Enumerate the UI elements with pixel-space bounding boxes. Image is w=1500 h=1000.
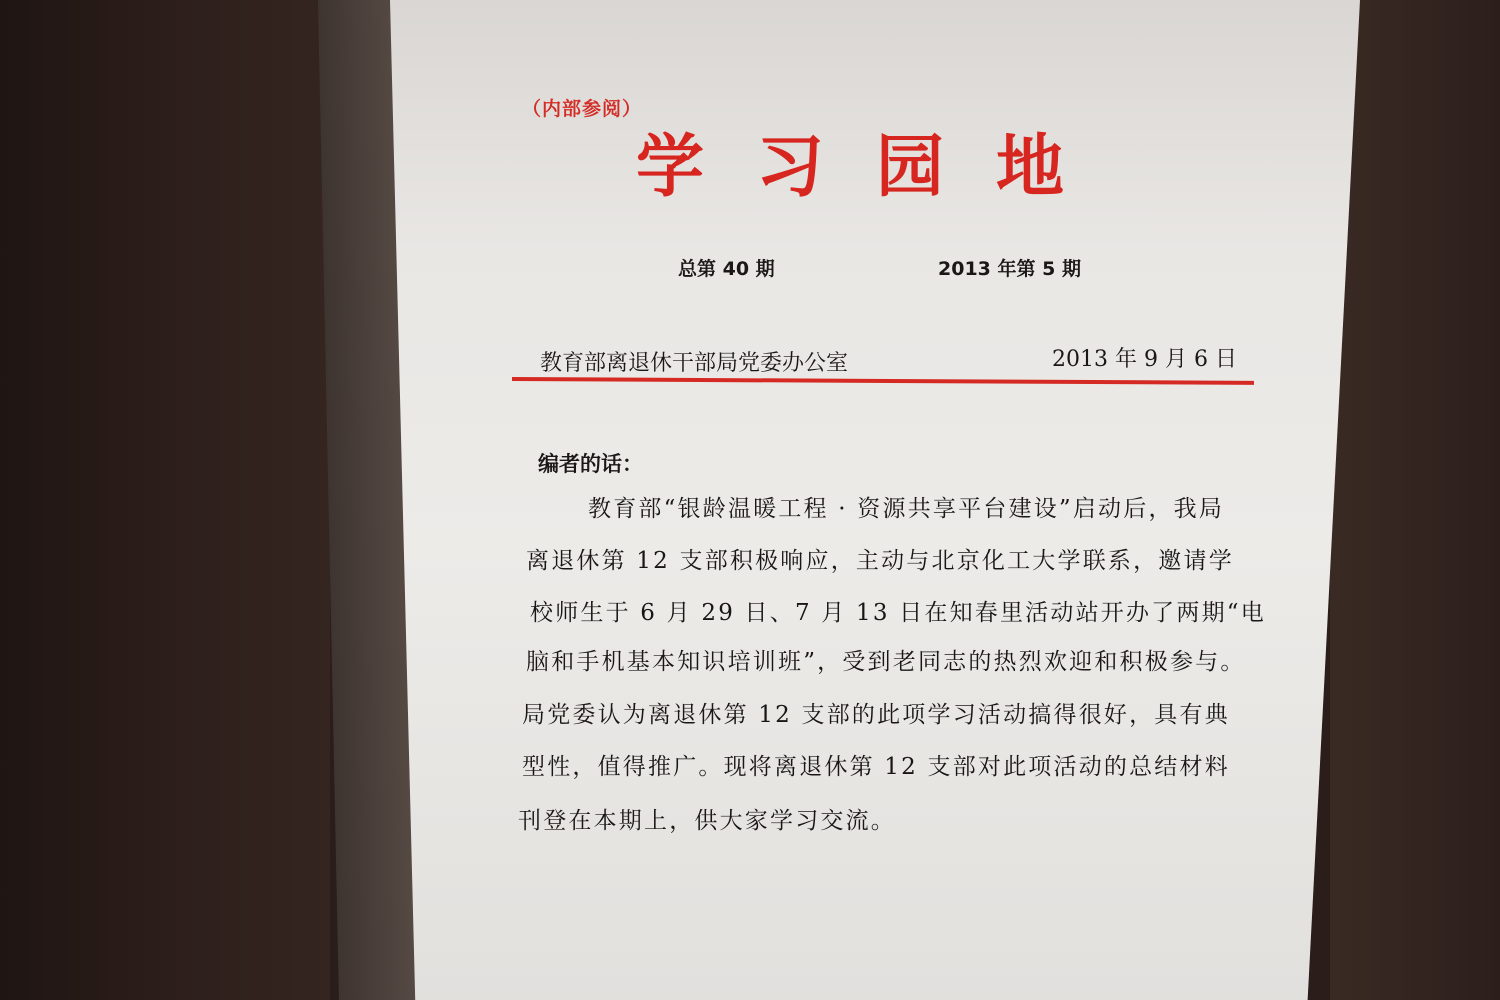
issue-year-number: 2013 年第 5 期 (938, 258, 1081, 280)
table-surface-left (0, 0, 330, 1000)
paragraph-line: 脑和手机基本知识培训班”，受到老同志的热烈欢迎和积极参与。 (526, 649, 1246, 675)
paragraph-line: 型性，值得推广。现将离退休第 12 支部对此项活动的总结材料 (522, 754, 1230, 780)
paragraph-line: 教育部“银龄温暖工程 · 资源共享平台建设”启动后，我局 (588, 496, 1225, 522)
paragraph-line: 刊登在本期上，供大家学习交流。 (518, 808, 896, 834)
issue-total-number: 总第 40 期 (678, 258, 775, 280)
issuing-office: 教育部离退休干部局党委办公室 (540, 351, 849, 376)
masthead-title: 学习园地 (636, 128, 1117, 207)
paragraph-line: 校师生于 6 月 29 日、7 月 13 日在知春里活动站开办了两期“电 (530, 600, 1266, 626)
paragraph-line: 离退休第 12 支部积极响应，主动与北京化工大学联系，邀请学 (526, 548, 1234, 574)
bleed-through-text (1010, 70, 1020, 95)
table-surface-right (1330, 0, 1500, 1000)
paragraph-line: 局党委认为离退休第 12 支部的此项学习活动搞得很好，具有典 (522, 702, 1230, 728)
editor-note-heading: 编者的话： (538, 452, 643, 476)
issue-date: 2013 年 9 月 6 日 (1052, 347, 1237, 372)
internal-reference-tag: （内部参阅） (522, 98, 643, 120)
